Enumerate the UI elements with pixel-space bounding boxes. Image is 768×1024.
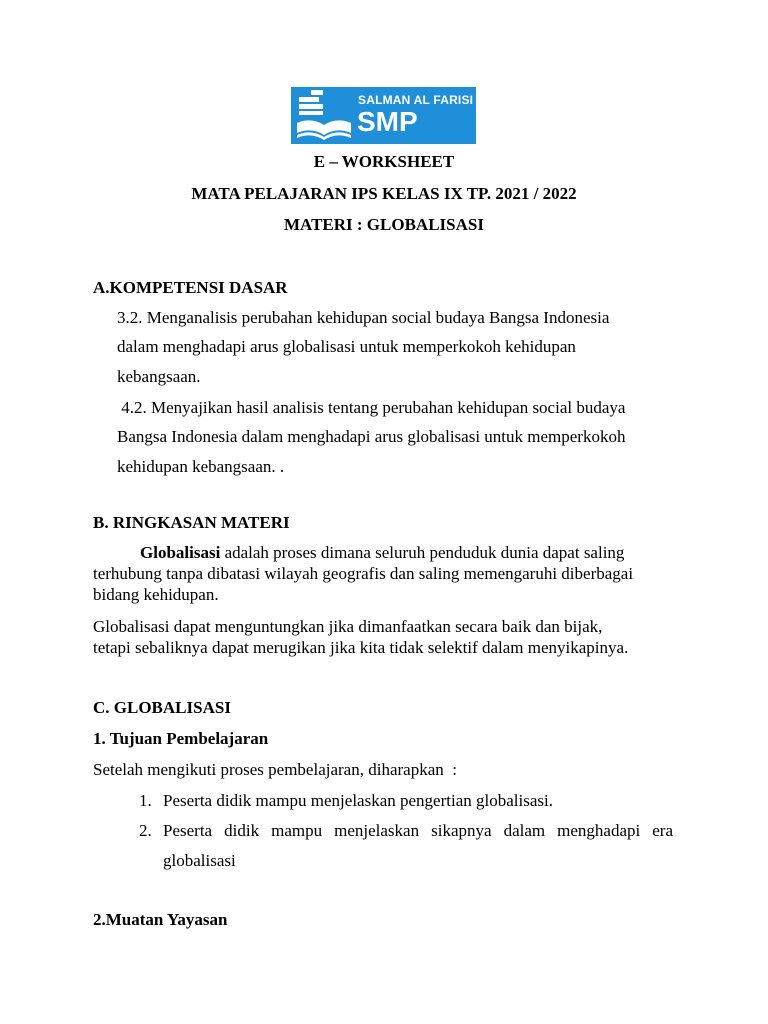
summary-text: adalah proses dimana seluruh penduduk dunia dapat saling xyxy=(220,543,625,562)
summary-line: bidang kehidupan. xyxy=(93,585,219,604)
kd-line: dalam menghadapi arus globalisasi untuk memperkokoh kehidupan xyxy=(117,337,576,356)
globalisasi-term: Globalisasi xyxy=(140,543,221,562)
kd-line: Bangsa Indonesia dalam menghadapi arus globalisasi untuk memperkokoh xyxy=(117,427,626,446)
list-item: Peserta didik mampu menjelaskan pengertian globalisasi. xyxy=(163,791,553,810)
book-icon xyxy=(291,87,357,144)
kd-line: kebangsaan. xyxy=(117,367,201,386)
list-item-continuation: globalisasi xyxy=(163,851,236,870)
kd-line: 3.2. Menganalisis perubahan kehidupan social budaya Bangsa Indonesia xyxy=(117,308,610,327)
summary-paragraph-1 xyxy=(140,543,624,563)
section-a-heading: A.KOMPETENSI DASAR xyxy=(93,278,288,297)
subheading-tujuan: 1. Tujuan Pembelajaran xyxy=(93,729,269,748)
intro-text: Setelah mengikuti proses pembelajaran, diharapkan : xyxy=(93,760,457,779)
logo-school-name: SALMAN AL FARISI xyxy=(358,93,474,107)
kd-line: 4.2. Menyajikan hasil analisis tentang perubahan kehidupan social budaya xyxy=(117,398,626,417)
kd-line: kehidupan kebangsaan. . xyxy=(117,457,285,476)
section-c-heading: C. GLOBALISASI xyxy=(93,698,231,717)
summary-line: Globalisasi dapat menguntungkan jika dimanfaatkan secara baik dan bijak, xyxy=(93,617,603,636)
logo-level: SMP xyxy=(357,106,418,137)
page-title: E – WORKSHEET xyxy=(313,152,455,171)
materi-title: MATERI : GLOBALISASI xyxy=(284,215,484,234)
subheading-muatan: 2.Muatan Yayasan xyxy=(93,910,228,929)
list-number: 2. xyxy=(139,821,152,840)
school-logo xyxy=(291,87,476,144)
list-item: Peserta didik mampu menjelaskan sikapnya dalam menghadapi era xyxy=(163,821,673,840)
subject-title: MATA PELAJARAN IPS KELAS IX TP. 2021 / 2022 xyxy=(191,184,577,203)
summary-line: tetapi sebaliknya dapat merugikan jika kita tidak selektif dalam menyikapinya. xyxy=(93,638,629,657)
summary-line: terhubung tanpa dibatasi wilayah geografis dan saling memengaruhi diberbagai xyxy=(93,564,634,583)
section-b-heading: B. RINGKASAN MATERI xyxy=(93,513,290,532)
list-number: 1. xyxy=(139,791,152,810)
